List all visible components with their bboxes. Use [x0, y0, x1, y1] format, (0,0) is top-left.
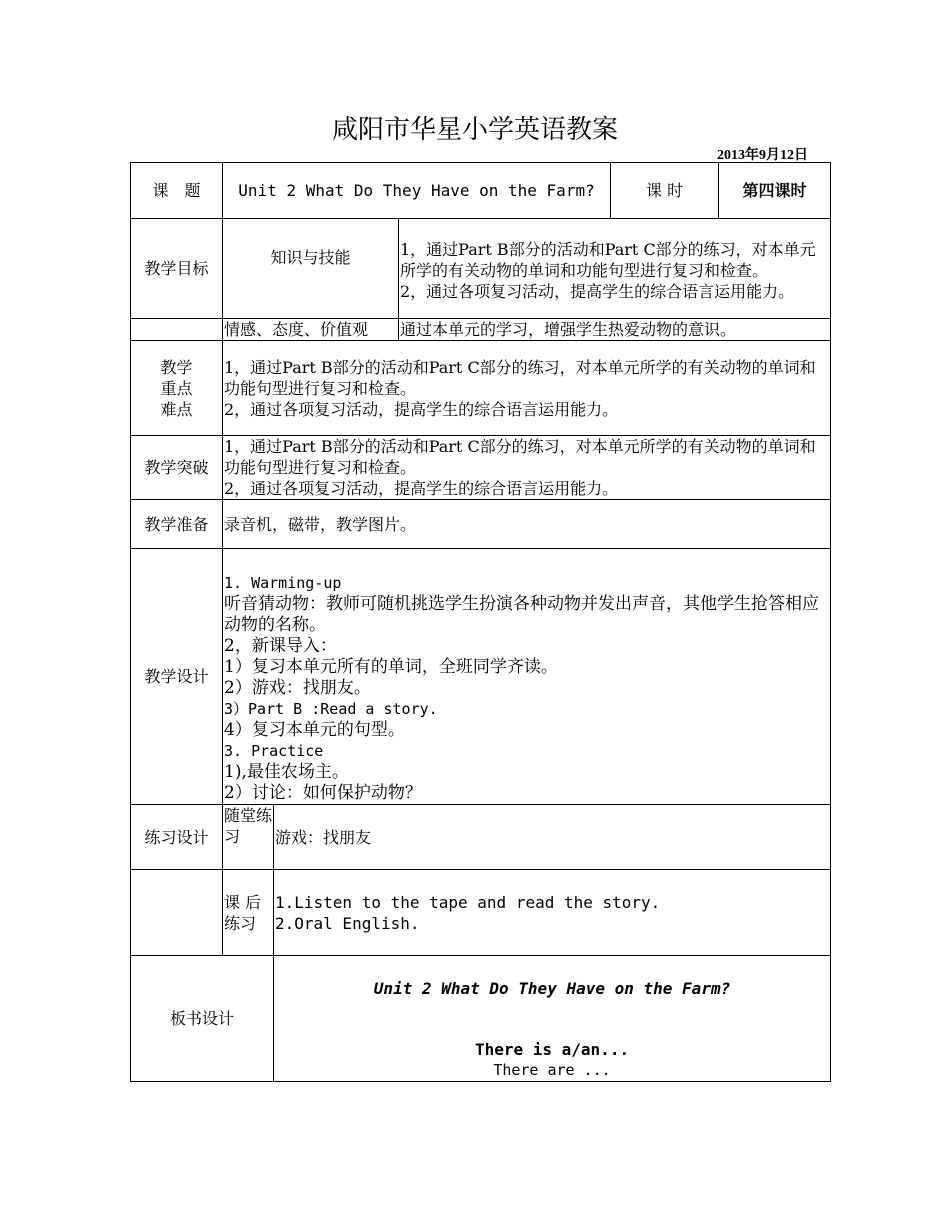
key-points-label-line: 重点 — [160, 378, 193, 398]
topic-label: 课 题 — [131, 163, 223, 219]
knowledge-label: 知识与技能 — [223, 219, 399, 319]
emotion-label: 情感、态度、价值观 — [223, 319, 399, 341]
after-label: 课 后练习 — [223, 870, 274, 956]
breakthrough-content — [223, 436, 831, 500]
empty-cell — [131, 319, 223, 341]
knowledge-line: 1，通过Part B部分的活动和Part C部分的练习，对本单元所学的有关动物的单词和功能句型进行复习和检查。 — [400, 240, 816, 280]
design-line: 1. Warming-up — [224, 574, 342, 592]
after-content — [274, 870, 831, 956]
key-points-row — [131, 341, 831, 436]
emotion-value: 通过本单元的学习，增强学生热爱动物的意识。 — [399, 319, 831, 341]
key-points-label-line: 难点 — [160, 399, 193, 419]
objectives-label: 教学目标 — [131, 219, 223, 319]
inclass-label: 随堂练习 — [223, 805, 274, 870]
board-content — [274, 956, 831, 1082]
key-points-label — [131, 341, 223, 436]
exercise-after-row — [131, 870, 831, 956]
breakthrough-row — [131, 436, 831, 500]
knowledge-content — [399, 219, 831, 319]
design-line: 2）讨论：如何保护动物？ — [224, 783, 422, 803]
document-title: 咸阳市华星小学英语教案 — [331, 115, 618, 145]
after-line: 1.Listen to the tape and read the story. — [275, 893, 661, 912]
design-label: 教学设计 — [131, 549, 223, 805]
board-line-2: There are ... — [493, 1061, 611, 1079]
document-date: 2013年9月12日 — [717, 148, 808, 163]
design-row — [131, 549, 831, 805]
key-points-line: 1，通过Part B部分的活动和Part C部分的练习，对本单元所学的有关动物的单词和功能句型进行复习和检查。 — [224, 357, 816, 398]
design-line: 1),最佳农场主。 — [224, 762, 349, 782]
exercise-label: 练习设计 — [131, 805, 223, 870]
period-value: 第四课时 — [719, 163, 831, 219]
preparation-row — [131, 500, 831, 549]
topic-value: Unit 2 What Do They Have on the Farm? — [223, 163, 611, 219]
design-line: 听音猜动物：教师可随机挑选学生扮演各种动物并发出声音，其他学生抢答相应动物的名称。 — [224, 594, 819, 635]
design-content — [223, 549, 831, 805]
lesson-plan-table — [130, 162, 831, 1082]
breakthrough-label: 教学突破 — [131, 436, 223, 500]
breakthrough-line: 1，通过Part B部分的活动和Part C部分的练习，对本单元所学的有关动物的单词和功能句型进行复习和检查。 — [224, 437, 816, 477]
key-points-content — [223, 341, 831, 436]
exercise-inclass-row — [131, 805, 831, 870]
design-line: 2，新课导入： — [224, 636, 337, 656]
key-points-label-line: 教学 — [160, 357, 193, 377]
design-line: 2）游戏：找朋友。 — [224, 678, 371, 698]
objectives-knowledge-row — [131, 219, 831, 319]
design-line: 3. Practice — [224, 742, 324, 760]
knowledge-line: 2，通过各项复习活动，提高学生的综合语言运用能力。 — [400, 282, 795, 301]
objectives-emotion-row — [131, 319, 831, 341]
preparation-value: 录音机，磁带，教学图片。 — [223, 500, 831, 549]
board-title: Unit 2 What Do They Have on the Farm? — [373, 979, 731, 998]
after-line: 2.Oral English. — [275, 914, 420, 933]
board-row — [131, 956, 831, 1082]
inclass-value: 游戏：找朋友 — [274, 805, 831, 870]
design-line: 3）Part B :Read a story. — [224, 700, 438, 718]
design-line: 4）复习本单元的句型。 — [224, 720, 405, 740]
breakthrough-line: 2，通过各项复习活动，提高学生的综合语言运用能力。 — [224, 479, 619, 498]
period-label: 课 时 — [611, 163, 719, 219]
board-label: 板书设计 — [131, 956, 274, 1082]
preparation-label: 教学准备 — [131, 500, 223, 549]
topic-row — [131, 163, 831, 219]
board-line-1: There is a/an... — [474, 1040, 630, 1059]
empty-cell — [131, 870, 223, 956]
key-points-line: 2，通过各项复习活动，提高学生的综合语言运用能力。 — [224, 399, 619, 419]
design-line: 1）复习本单元所有的单词，全班同学齐读。 — [224, 657, 558, 677]
